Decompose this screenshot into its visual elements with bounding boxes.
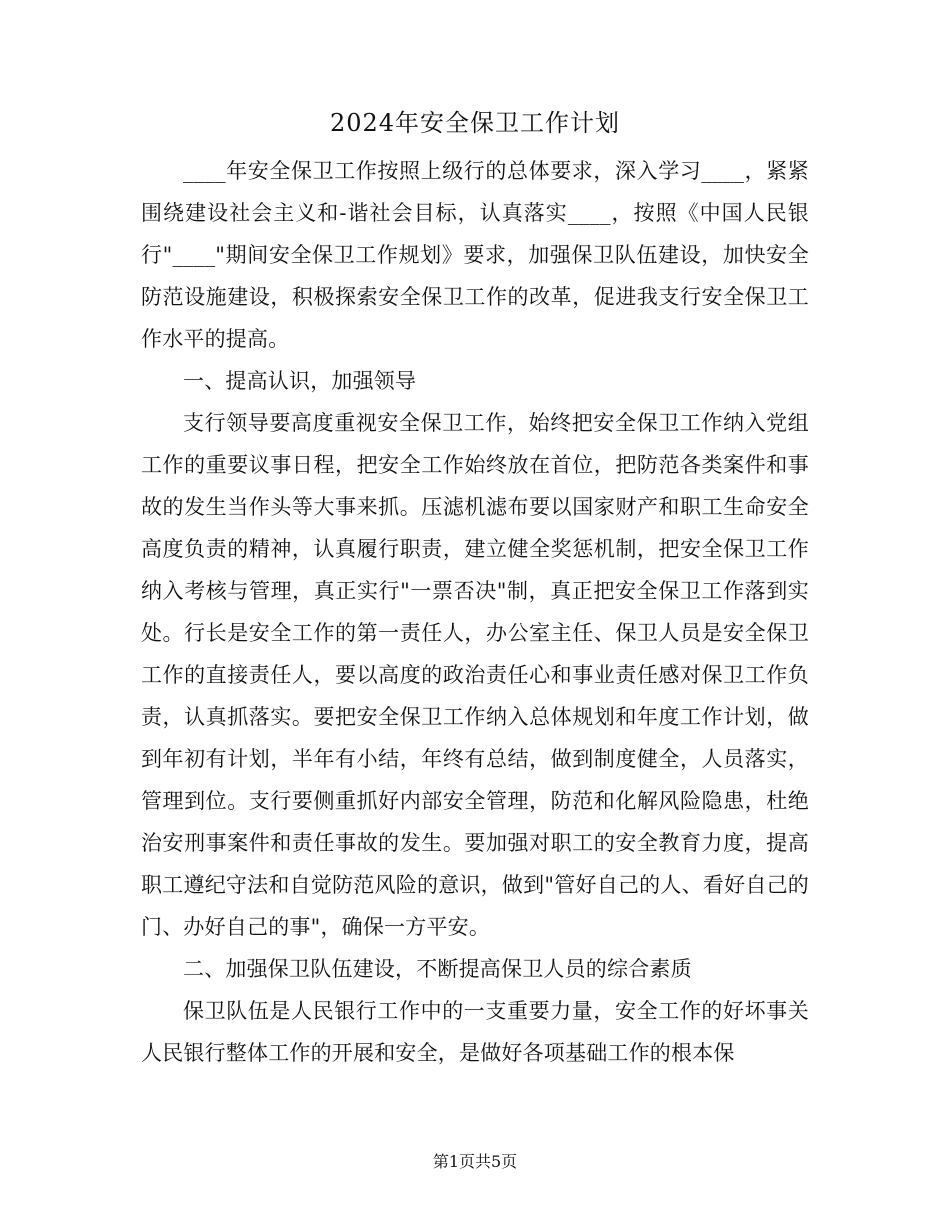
section-2-paragraph: 保卫队伍是人民银行工作中的一支重要力量，安全工作的好坏事关人民银行整体工作的开展和安全，是做好各项基础工作的根本保: [141, 999, 809, 1065]
page-number-footer: 第1页共5页: [432, 1152, 518, 1171]
section-heading-2: 二、加强保卫队伍建设，不断提高保卫人员的综合素质: [183, 957, 692, 981]
document-title: 2024年安全保卫工作计划: [329, 109, 621, 137]
document-body: [141, 150, 809, 1074]
section-heading-1: 一、提高认识，加强领导: [183, 369, 417, 393]
section-1-paragraph: 支行领导要高度重视安全保卫工作，始终把安全保卫工作纳入党组工作的重要议事日程，把安全工作始终放在首位，把防范各类案件和事故的发生当作头等大事来抓。压滤机滤布要以国家财产和职工生命安全高度负责的精神，认真履行职责，建立健全奖惩机制，把安全保卫工作纳入考核与管理，真正实行"一票否决"制，真正把安全保卫工作落到实处。行长是安全工作的第一责任人，办公室主任、保卫人员是安全保卫工作的直接责任人，要以高度的政治责任心和事业责任感对保卫工作负责，认真抓落实。要把安全保卫工作纳入总体规划和年度工作计划，做到年初有计划，半年有小结，年终有总结，做到制度健全，人员落实，管理到位。支行要侧重抓好内部安全管理，防范和化解风险隐患，杜绝治安刑事案件和责任事故的发生。要加强对职工的安全教育力度，提高职工遵纪守法和自觉防范风险的意识，做到"管好自己的人、看好自己的门、办好自己的事"，确保一方平安。: [141, 411, 809, 939]
intro-paragraph: ____年安全保卫工作按照上级行的总体要求，深入学习____，紧紧围绕建设社会主义和-谐社会目标，认真落实____，按照《中国人民银行"____"期间安全保卫工作规划》要求，加强保卫队伍建设，加快安全防范设施建设，积极探索安全保卫工作的改革，促进我支行安全保卫工作水平的提高。: [141, 159, 809, 351]
